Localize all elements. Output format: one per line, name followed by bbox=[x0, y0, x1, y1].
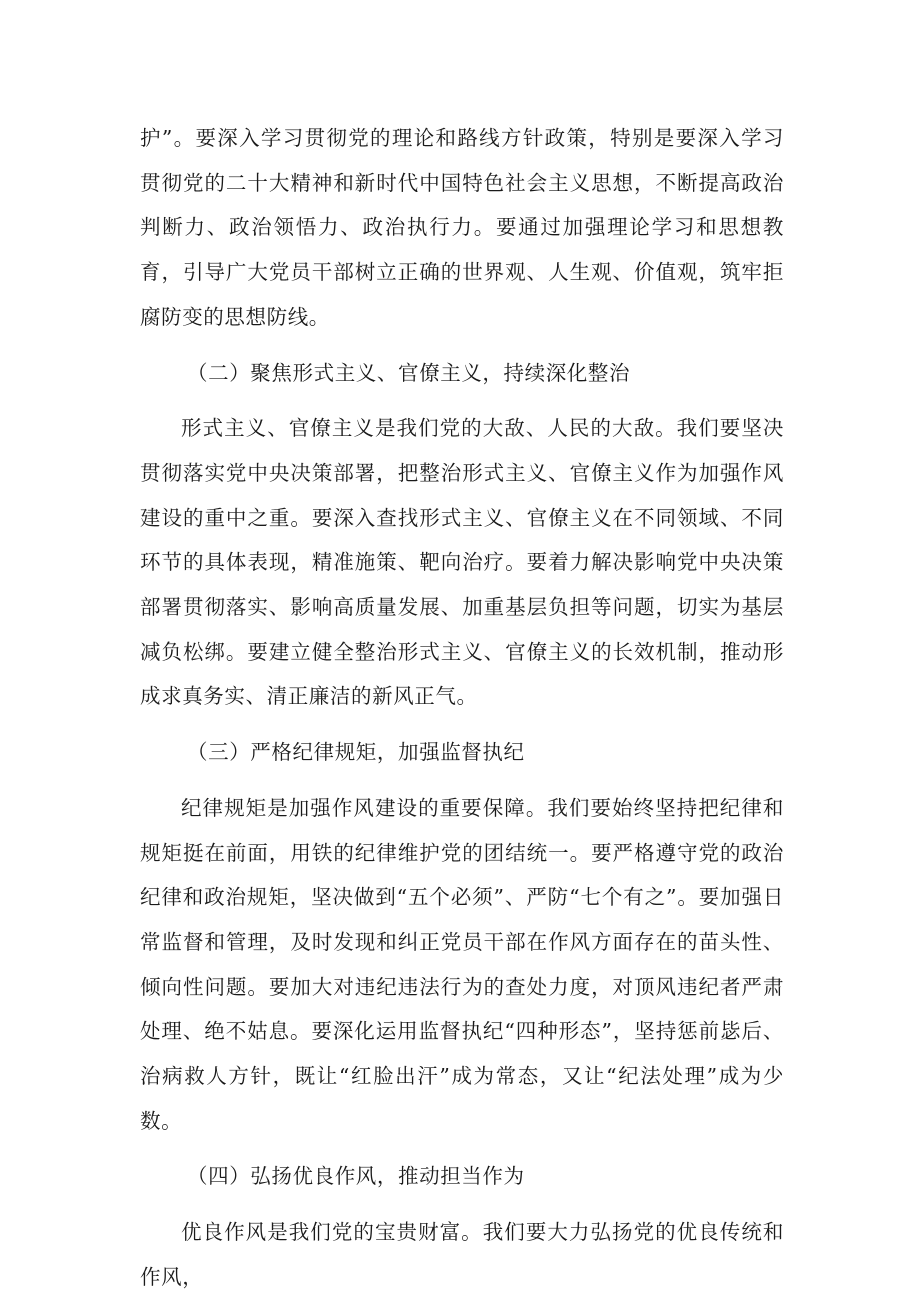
body-paragraph: 纪律规矩是加强作风建设的重要保障。我们要始终坚持把纪律和规矩挺在前面，用铁的纪律维护党的团结统一。要严格遵守党的政治纪律和政治规矩，坚决做到“五个必须”、严防“七个有之”。要加强日常监督和管理，及时发现和纠正党员干部在作风方面存在的苗头性、倾向性问题。要加大对违纪违法行为的查处力度，对顶风违纪者严肃处理、绝不姑息。要深化运用监督执纪“四种形态”，坚持惩前毖后、治病救人方针，既让“红脸出汗”成为常态，又让“纪法处理”成为少数。 bbox=[140, 795, 784, 1133]
section-heading-3: （三）严格纪律规矩，加强监督执纪 bbox=[187, 740, 525, 765]
body-paragraph-continued: 护”。要深入学习贯彻党的理论和路线方针政策，特别是要深入学习贯彻党的二十大精神和新时代中国特色社会主义思想，不断提高政治判断力、政治领悟力、政治执行力。要通过加强理论学习和思想教育，引导广大党员干部树立正确的世界观、人生观、价值观，筑牢拒腐防变的思想防线。 bbox=[140, 126, 784, 329]
section-heading-4: （四）弘扬优良作风，推动担当作为 bbox=[187, 1164, 525, 1189]
section-heading-2: （二）聚焦形式主义、官僚主义，持续深化整治 bbox=[187, 360, 631, 385]
body-paragraph: 形式主义、官僚主义是我们党的大敌、人民的大敌。我们要坚决贯彻落实党中央决策部署，把整治形式主义、官僚主义作为加强作风建设的重中之重。要深入查找形式主义、官僚主义在不同领域、不同环节的具体表现，精准施策、靶向治疗。要着力解决影响党中央决策部署贯彻落实、影响高质量发展、加重基层负担等问题，切实为基层减负松绑。要建立健全整治形式主义、官僚主义的长效机制，推动形成求真务实、清正廉洁的新风正气。 bbox=[140, 416, 784, 709]
document-body bbox=[140, 116, 784, 1311]
body-paragraph: 优良作风是我们党的宝贵财富。我们要大力弘扬党的优良传统和作风， bbox=[140, 1220, 784, 1289]
